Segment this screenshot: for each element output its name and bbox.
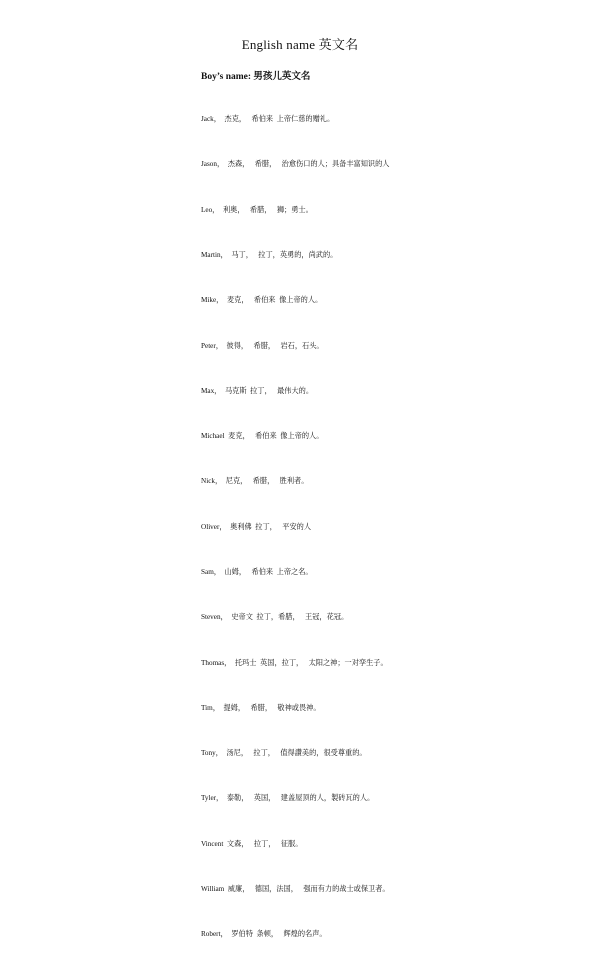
- list-item: Peter， 彼得， 希腊， 岩石，石头。: [201, 341, 324, 350]
- list-item: Martin， 马丁， 拉丁，英勇的，尚武的。: [201, 251, 338, 260]
- list-item: Oliver， 奥利佛 拉丁， 平安的人: [201, 522, 312, 531]
- list-item: Thomas， 托玛士 英国，拉丁， 太阳之神；一对孪生子。: [201, 658, 388, 667]
- page-title: English name 英文名: [241, 37, 359, 52]
- name-list: [201, 82, 390, 973]
- list-item: Steven， 史帝文 拉丁，希腊， 王冠，花冠。: [201, 613, 349, 622]
- list-item: Mike， 麦克， 希伯来 像上帝的人。: [201, 296, 323, 305]
- list-item: Jason， 杰森， 希腊， 治愈伤口的人；具备丰富知识的人: [201, 160, 390, 169]
- list-item: William 威廉， 德国，法国， 强而有力的战士或保卫者。: [201, 884, 390, 893]
- list-item: Tony， 汤尼， 拉丁， 值得讚美的，很受尊重的。: [201, 749, 367, 758]
- list-item: Jack， 杰克， 希伯来 上帝仁慈的赠礼。: [201, 115, 335, 124]
- list-item: Vincent 文森， 拉丁， 征服。: [201, 839, 303, 848]
- list-item: Sam， 山姆， 希伯来 上帝之名。: [201, 568, 313, 576]
- list-item: Robert， 罗伯特 条顿， 辉煌的名声。: [201, 930, 327, 939]
- list-item: Nick， 尼克， 希腊， 胜利者。: [201, 477, 309, 486]
- list-item: Tyler， 泰勒， 英国， 建盖屋顶的人，製砖瓦的人。: [201, 794, 375, 803]
- list-item: Tim， 提姆， 希腊， 敬神或畏神。: [201, 703, 321, 712]
- list-item: Max， 马克斯 拉丁， 最伟大的。: [201, 386, 314, 395]
- section-heading: Boy’s name: 男孩儿英文名: [201, 72, 311, 82]
- list-item: Leo， 利奥， 希腊， 狮；勇士。: [201, 205, 313, 214]
- list-item: Michael 麦克， 希伯来 像上帝的人。: [201, 432, 324, 441]
